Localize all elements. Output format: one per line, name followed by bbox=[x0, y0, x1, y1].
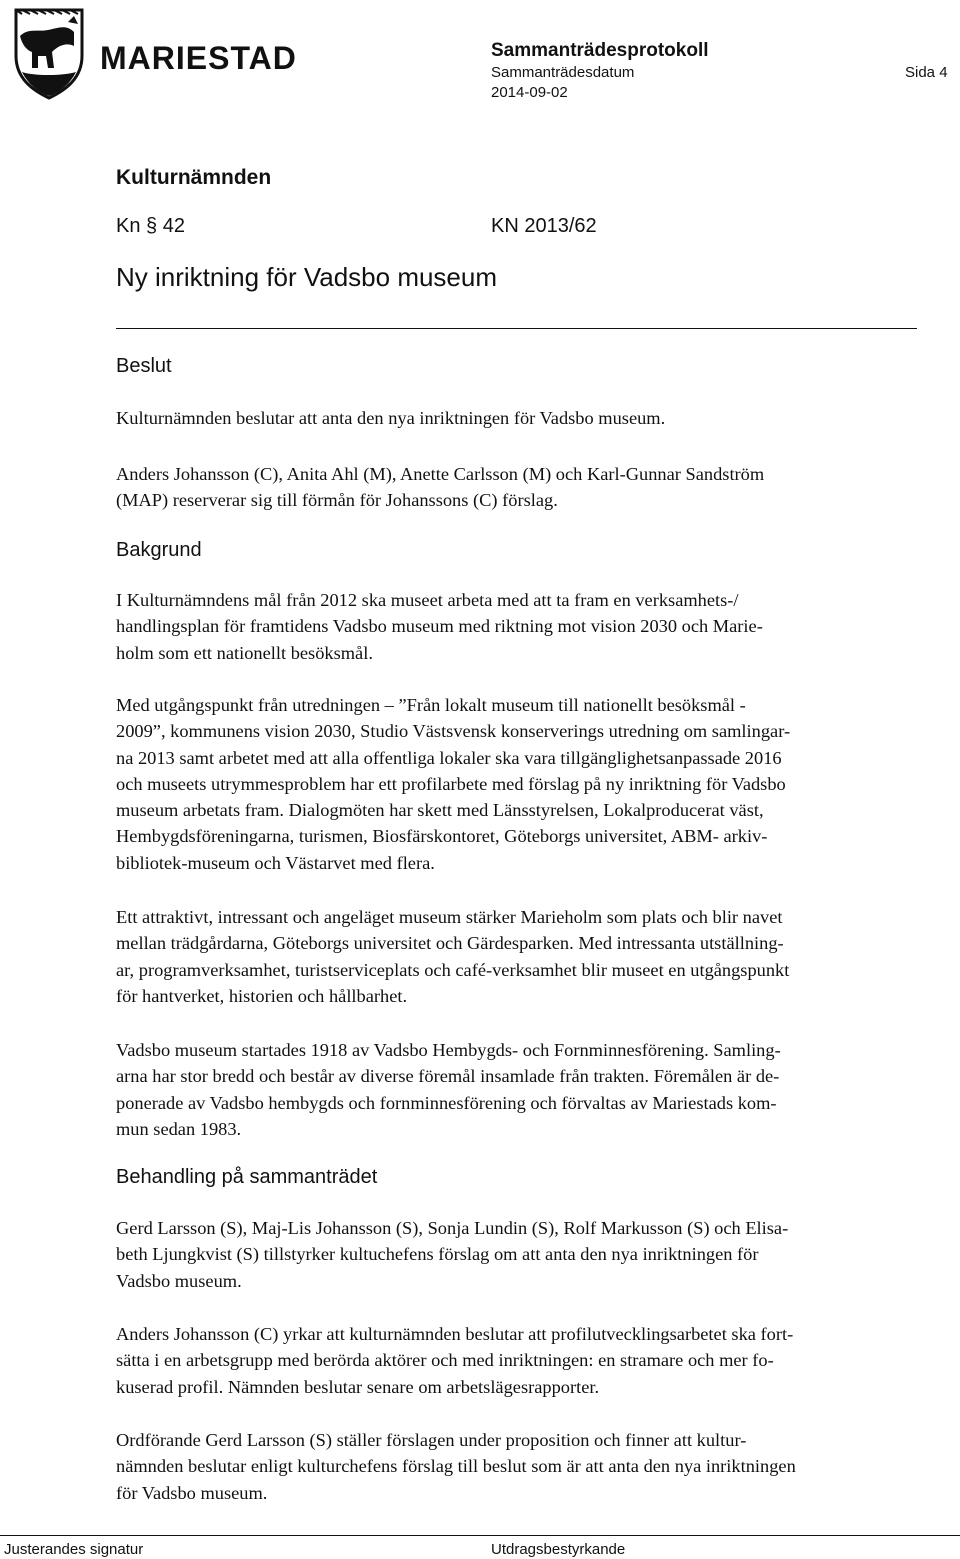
text-line: Vadsbo museum startades 1918 av Vadsbo Hembygds- och Fornminnesförening. Samling- bbox=[116, 1040, 781, 1060]
heading-bakgrund: Bakgrund bbox=[116, 539, 202, 561]
text-line: beth Ljungkvist (S) tillstyrker kultuchefens förslag om att anta den nya inriktningen för bbox=[116, 1244, 759, 1265]
text-line: ar, programverksamhet, turistserviceplats och café-verksamhet blir museet en utgångspunkt bbox=[116, 959, 790, 980]
meeting-date: 2014-09-02 bbox=[491, 84, 568, 101]
bakgrund-paragraph-2 bbox=[116, 692, 926, 876]
text-line: na 2013 samt arbetet med att alla offentliga lokaler ska vara tillgänglighetsanpassade 2016 bbox=[116, 747, 782, 768]
text-line: (MAP) reserverar sig till förmån för Johanssons (C) förslag. bbox=[116, 490, 558, 511]
beslut-paragraph-2 bbox=[116, 461, 926, 514]
text-line: Kulturnämnden beslutar att anta den nya inriktningen för Vadsbo museum. bbox=[116, 408, 666, 428]
text-line: Anders Johansson (C) yrkar att kulturnämnden beslutar att profilutvecklingsarbetet ska fort- bbox=[116, 1324, 794, 1344]
bakgrund-paragraph-4 bbox=[116, 1037, 926, 1142]
paragraph-number: Kn § 42 bbox=[116, 215, 185, 237]
text-line: Anders Johansson (C), Anita Ahl (M), Anette Carlsson (M) och Karl-Gunnar Sandström bbox=[116, 464, 765, 484]
text-line: för hantverket, historien och hållbarhet. bbox=[116, 985, 408, 1006]
bakgrund-paragraph-3 bbox=[116, 904, 926, 1009]
text-line: nämnden beslutar enligt kulturchefens förslag till beslut som är att anta den nya inriktningen bbox=[116, 1456, 796, 1477]
text-line: Med utgångspunkt från utredningen – ”Från lokalt museum till nationellt besöksmål - bbox=[116, 695, 746, 715]
text-line: ponerade av Vadsbo hembygds och fornminnesförening och förvaltas av Mariestads kom- bbox=[116, 1092, 777, 1113]
text-line: för Vadsbo museum. bbox=[116, 1482, 268, 1503]
text-line: 2009”, kommunens vision 2030, Studio Västsvensk konserverings utredning om samlingar- bbox=[116, 721, 791, 742]
logo-text: MARIESTAD bbox=[100, 40, 297, 76]
text-line: Gerd Larsson (S), Maj-Lis Johansson (S), Sonja Lundin (S), Rolf Markusson (S) och Elisa- bbox=[116, 1218, 789, 1238]
beslut-paragraph-1 bbox=[116, 405, 926, 431]
text-line: Ordförande Gerd Larsson (S) ställer förslagen under proposition och finner att kultur- bbox=[116, 1430, 747, 1450]
text-line: holm som ett nationellt besöksmål. bbox=[116, 642, 373, 663]
behandling-paragraph-2 bbox=[116, 1321, 926, 1400]
page-title: Ny inriktning för Vadsbo museum bbox=[116, 262, 498, 292]
text-line: Hembygdsföreningarna, turismen, Biosfärskontoret, Göteborgs universitet, ABM- arkiv- bbox=[116, 826, 768, 847]
footer-signature-label: Justerandes signatur bbox=[4, 1541, 144, 1558]
date-label: Sammanträdesdatum bbox=[491, 64, 635, 81]
text-line: mellan trädgårdarna, Göteborgs universitet och Gärdesparken. Med intressanta utställning- bbox=[116, 933, 784, 954]
text-line: mun sedan 1983. bbox=[116, 1118, 242, 1139]
text-line: museum arbetats fram. Dialogmöten har skett med Länsstyrelsen, Lokalproducerat väst, bbox=[116, 800, 764, 821]
text-line: Ett attraktivt, intressant och angeläget museum stärker Marieholm som plats och blir navet bbox=[116, 907, 783, 927]
bakgrund-paragraph-1 bbox=[116, 587, 926, 666]
behandling-paragraph-1 bbox=[116, 1215, 926, 1294]
case-number: KN 2013/62 bbox=[491, 215, 597, 237]
text-line: arna har stor bredd och består av diverse föremål insamlade från trakten. Föremålen är de- bbox=[116, 1066, 780, 1087]
text-line: och museets utrymmesproblem har ett profilarbete med förslag på ny inriktning för Vadsbo bbox=[116, 773, 786, 794]
title-divider bbox=[116, 328, 917, 329]
shield-icon bbox=[8, 6, 92, 100]
behandling-paragraph-3 bbox=[116, 1427, 926, 1506]
footer-extract-label: Utdragsbestyrkande bbox=[491, 1541, 626, 1558]
text-line: Vadsbo museum. bbox=[116, 1270, 242, 1291]
heading-behandling: Behandling på sammanträdet bbox=[116, 1166, 378, 1188]
text-line: sätta i en arbetsgrupp med berörda aktörer och med inriktningen: en stramare och mer fo- bbox=[116, 1350, 774, 1371]
text-line: handlingsplan för framtidens Vadsbo museum med riktning mot vision 2030 och Marie- bbox=[116, 616, 763, 637]
municipality-logo bbox=[8, 6, 297, 102]
footer-divider bbox=[0, 1535, 960, 1536]
text-line: I Kulturnämndens mål från 2012 ska museet arbeta med att ta fram en verksamhets-/ bbox=[116, 590, 739, 610]
heading-beslut: Beslut bbox=[116, 355, 172, 377]
doc-title: Sammanträdesprotokoll bbox=[491, 40, 709, 61]
text-line: kuserad profil. Nämnden beslutar senare om arbetslägesrapporter. bbox=[116, 1376, 600, 1397]
text-line: bibliotek-museum och Västarvet med flera. bbox=[116, 852, 435, 873]
committee-name: Kulturnämnden bbox=[116, 166, 272, 189]
page-number: Sida 4 bbox=[905, 64, 948, 81]
